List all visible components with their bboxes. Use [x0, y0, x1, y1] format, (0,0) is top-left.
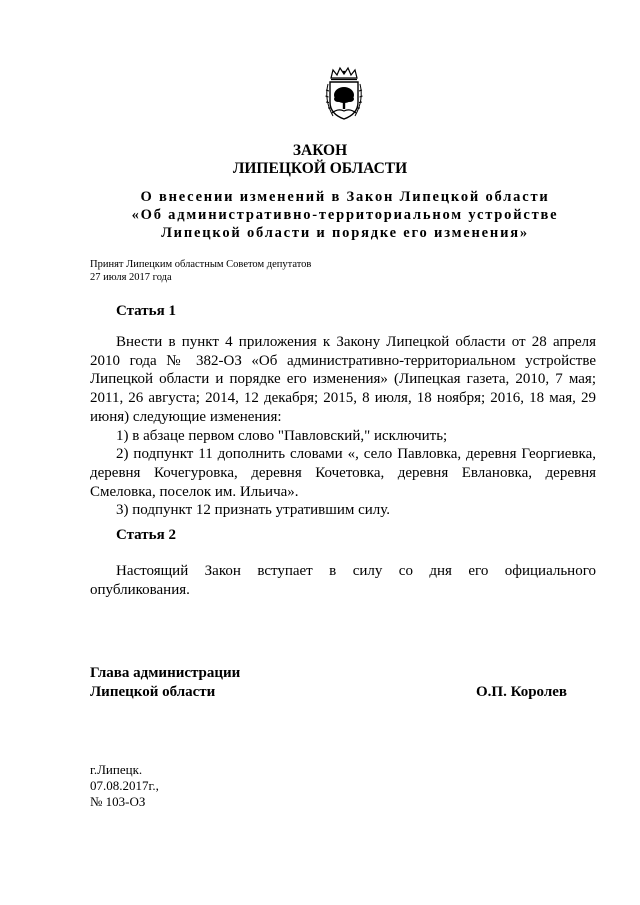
article-1-intro-line-1: Внести в пункт 4 приложения к Закону Липецкой области от 28 апреля — [116, 334, 596, 350]
footer-date: 07.08.2017г., — [90, 778, 159, 793]
article-1-intro-line-2: 2010 года № 382-ОЗ «Об административно-территориальном устройстве — [90, 352, 596, 369]
signatory-position — [90, 664, 240, 702]
article-2-body — [90, 562, 596, 599]
title-line-law: ЗАКОН — [292, 142, 348, 159]
adoption-body: Принят Липецким областным Советом депутатов — [90, 259, 312, 270]
signatory-position-line-1: Глава администрации — [90, 665, 241, 681]
footer-place: г.Липецк. — [90, 762, 143, 777]
article-1-intro-line-4: 2011, 26 августа; 2014, 12 декабря; 2015, 8 июля, 18 ноября; 2016, 18 мая, 29 — [90, 390, 596, 407]
adoption-date: 27 июля 2017 года — [90, 272, 172, 283]
article-1-intro-line-3: Липецкой области и порядке его изменения» (Липецкая газета, 2010, 7 мая; — [90, 371, 596, 388]
article-2-heading: Статья 2 — [116, 527, 176, 543]
coat-of-arms-emblem — [323, 66, 365, 122]
subject-line-1: О внесении изменений в Закон Липецкой области — [140, 189, 550, 205]
article-1-item-1: 1) в абзаце первом слово "Павловский," исключить; — [116, 427, 448, 444]
article-1-item-3: 3) подпункт 12 признать утратившим силу. — [116, 502, 391, 519]
article-1-body — [90, 333, 596, 520]
article-1-intro-line-5: июня) следующие изменения: — [90, 408, 282, 425]
law-title — [0, 142, 640, 178]
law-subject — [90, 188, 600, 242]
footer-number: № 103-ОЗ — [90, 794, 146, 809]
article-1-item-2-line-2: деревня Кочегуровка, деревня Кочетовка, деревня Евлановка, деревня — [90, 464, 596, 481]
title-line-region: ЛИПЕЦКОЙ ОБЛАСТИ — [232, 160, 408, 177]
article-1-item-2-line-1: 2) подпункт 11 дополнить словами «, село Павловка, деревня Георгиевка, — [116, 446, 596, 463]
article-1-heading: Статья 1 — [116, 303, 176, 319]
subject-line-3: Липецкой области и порядке его изменения» — [161, 225, 529, 241]
signatory-name: О.П. Королев — [476, 684, 568, 700]
adoption-note — [90, 258, 311, 284]
article-1-item-2-line-3: Смеловка, поселок им. Ильича». — [90, 483, 299, 500]
article-2-text-line-1: Настоящий Закон вступает в силу со дня его официального — [116, 563, 596, 579]
signatory-position-line-2: Липецкой области — [90, 684, 216, 700]
subject-line-2: «Об административно-территориальном устройстве — [131, 207, 559, 223]
document-footer — [90, 762, 159, 810]
article-2-text-line-2: опубликования. — [90, 581, 190, 598]
